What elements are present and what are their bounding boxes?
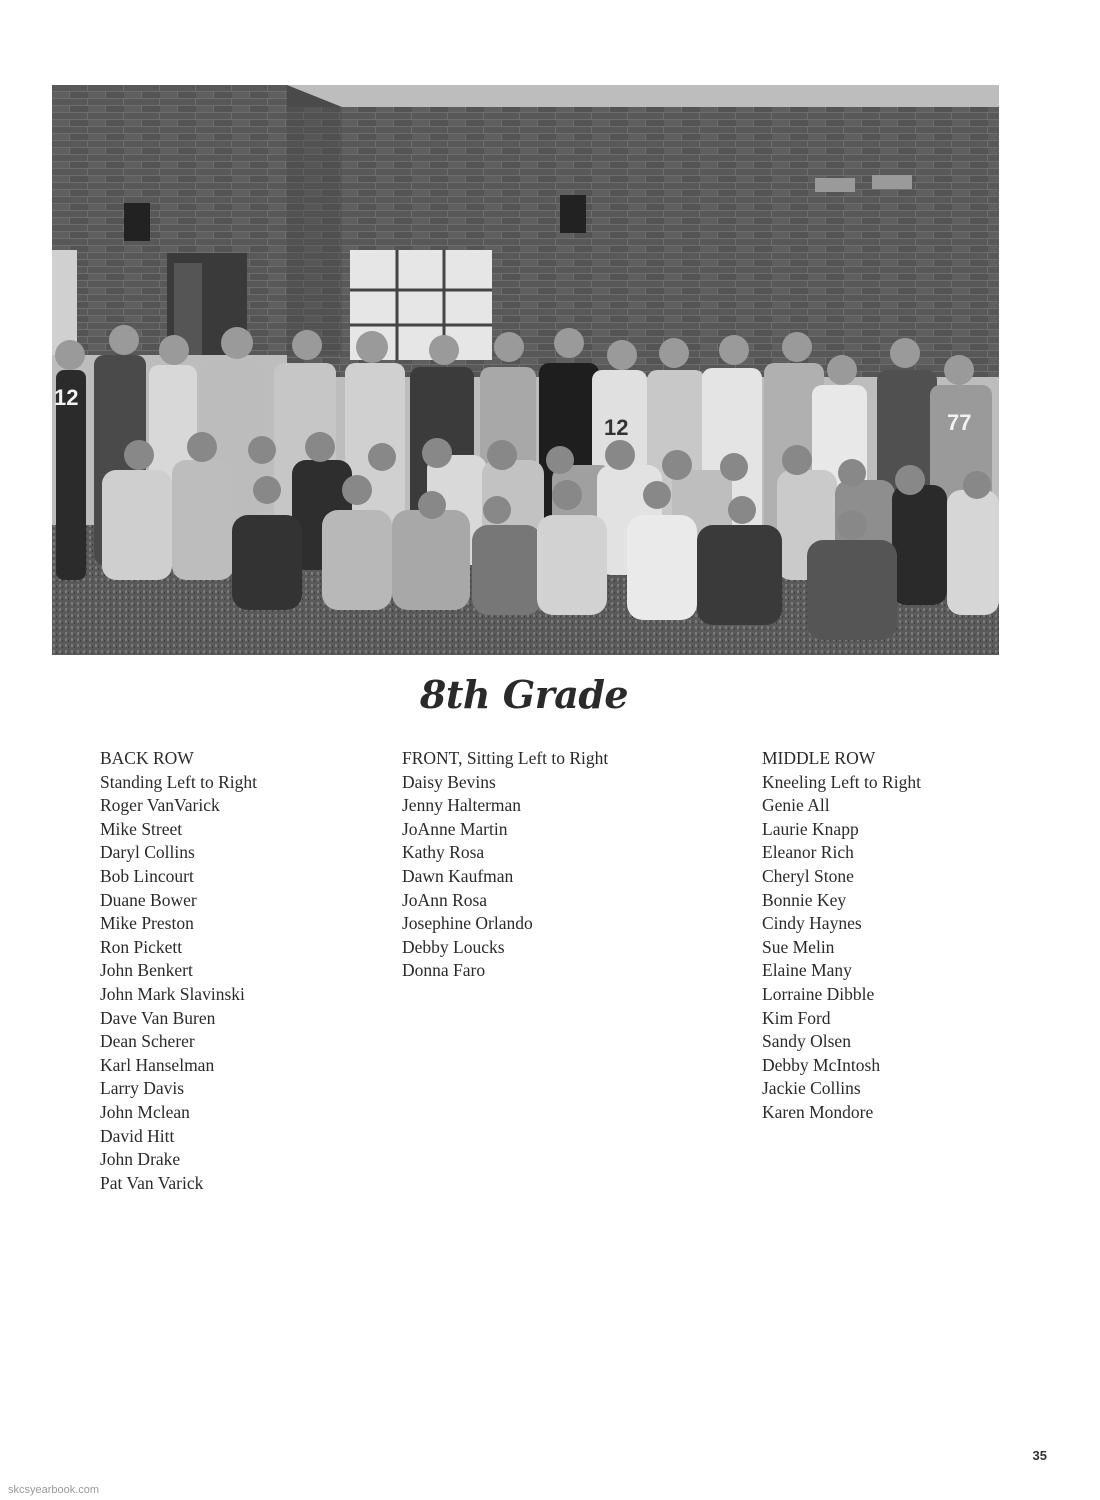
jersey-number: 12 [604,415,629,440]
list-item: Dawn Kaufman [402,865,514,886]
list-item: Donna Faro [402,960,486,981]
list-item: Karl Hanselman [100,1054,215,1075]
list-item: Sandy Olsen [762,1031,851,1052]
list-item: Pat Van Varick [100,1172,204,1193]
list-item: Bob Lincourt [100,865,194,886]
name-column-front-row [402,747,608,983]
page-title: 8th Grade [419,672,629,717]
list-item: Laurie Knapp [762,818,859,839]
footer-watermark: skcsyearbook.com [8,1484,100,1496]
list-item: Debby Loucks [402,936,505,957]
list-item: Debby McIntosh [762,1054,881,1075]
list-item: Sue Melin [762,936,835,957]
list-item: Kim Ford [762,1007,831,1028]
list-item: JoAnn Rosa [402,889,488,910]
column-heading: FRONT, Sitting Left to Right [402,748,609,768]
list-item: Karen Mondore [762,1101,874,1122]
list-item: Bonnie Key [762,889,847,910]
list-item: Genie All [762,795,830,816]
name-column-back-row [100,747,257,1195]
column-subheading: Standing Left to Right [100,771,258,792]
list-item: Cheryl Stone [762,865,854,886]
list-item: Daisy Bevins [402,771,496,792]
list-item: Jackie Collins [762,1078,861,1099]
list-item: David Hitt [100,1125,175,1146]
list-item: Dave Van Buren [100,1007,216,1028]
jersey-number: 12 [54,385,79,410]
list-item: Ron Pickett [100,936,183,957]
list-item: John Drake [100,1149,181,1170]
list-item: Cindy Haynes [762,913,862,934]
list-item: Kathy Rosa [402,842,485,863]
column-subheading: Kneeling Left to Right [762,771,921,792]
page-number: 35 [1032,1448,1047,1463]
jersey-number: 77 [947,410,972,435]
list-item: John Benkert [100,960,193,981]
list-item: Elaine Many [762,960,852,981]
list-item: John Mclean [100,1101,190,1122]
list-item: Josephine Orlando [402,913,533,934]
list-item: JoAnne Martin [402,818,508,839]
list-item: Lorraine Dibble [762,983,875,1004]
list-item: Dean Scherer [100,1031,195,1052]
list-item: Eleanor Rich [762,842,854,863]
column-heading: MIDDLE ROW [762,748,876,768]
column-heading: BACK ROW [100,748,194,768]
list-item: John Mark Slavinski [100,983,245,1004]
list-item: Roger VanVarick [100,795,220,816]
list-item: Mike Street [100,818,183,839]
list-item: Jenny Halterman [402,795,522,816]
name-column-middle-row [762,747,921,1125]
list-item: Duane Bower [100,889,197,910]
list-item: Larry Davis [100,1078,185,1099]
list-item: Mike Preston [100,913,194,934]
class-group-photo [52,85,999,655]
list-item: Daryl Collins [100,842,195,863]
